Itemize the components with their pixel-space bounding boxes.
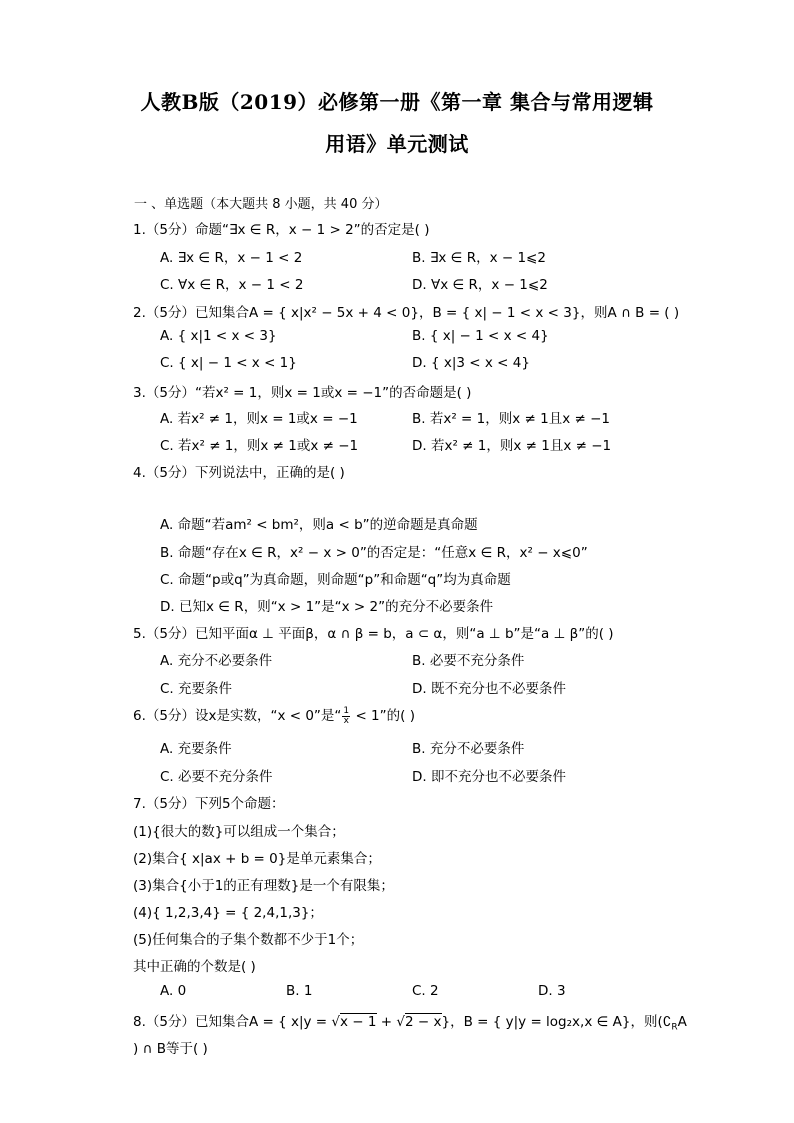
q1-stem: 1.（5分）命题“∃x ∈ R，x − 1 > 2”的否定是( ): [133, 222, 430, 238]
q7-statement-5: (5)任何集合的子集个数都不少于1个；: [133, 932, 364, 948]
q8-stem-part-2: }，B = { y|y = log₂x,x ∈ A}，则(∁: [441, 1014, 672, 1030]
q8-radicand-2: 2 − x: [405, 1014, 442, 1030]
q6-option-b: B. 充分不必要条件: [412, 741, 525, 757]
q6-option-c: C. 必要不充分条件: [160, 769, 273, 785]
sqrt-symbol-icon: √: [396, 1014, 406, 1030]
q4-option-b: B. 命题“存在x ∈ R，x² − x > 0”的否定是：“任意x ∈ R，x² − x⩽0”: [160, 545, 588, 561]
q8-stem-part-1: 8.（5分）已知集合A = { x|y =: [133, 1014, 332, 1030]
q8-radicand-1: x − 1: [340, 1014, 377, 1030]
q6-option-d: D. 即不充分也不必要条件: [412, 769, 566, 785]
q8-plus: +: [376, 1014, 397, 1030]
q8-stem-part-3: A: [677, 1014, 687, 1030]
q6-fraction: [342, 707, 350, 726]
q3-option-b: B. 若x² = 1，则x ≠ 1且x ≠ −1: [412, 411, 610, 427]
q6-stem-part-2: < 1”的( ): [351, 708, 415, 724]
q6-option-a: A. 充要条件: [160, 741, 232, 757]
q1-option-c: C. ∀x ∈ R，x − 1 < 2: [160, 277, 304, 293]
q5-option-b: B. 必要不充分条件: [412, 653, 525, 669]
q2-stem: 2.（5分）已知集合A = { x|x² − 5x + 4 < 0}，B = { x| − 1 < x < 3}，则A ∩ B = ( ): [133, 305, 680, 321]
q7-question: 其中正确的个数是( ): [133, 959, 256, 975]
q2-option-a: A. { x|1 < x < 3}: [160, 328, 277, 344]
q6-stem-part-1: 6.（5分）设x是实数，“x < 0”是“: [133, 708, 342, 724]
q4-option-a: A. 命题“若am² < bm²，则a < b”的逆命题是真命题: [160, 517, 478, 533]
q7-option-b: B. 1: [286, 983, 313, 999]
q5-option-c: C. 充要条件: [160, 681, 233, 697]
q2-option-b: B. { x| − 1 < x < 4}: [412, 328, 549, 344]
q3-option-c: C. 若x² ≠ 1，则x ≠ 1或x ≠ −1: [160, 438, 359, 454]
q3-option-a: A. 若x² ≠ 1，则x = 1或x = −1: [160, 411, 358, 427]
q5-option-a: A. 充分不必要条件: [160, 653, 273, 669]
q6-stem: [133, 704, 415, 726]
section-heading: 一 、单选题（本大题共 8 小题，共 40 分）: [134, 197, 388, 212]
q1-option-b: B. ∃x ∈ R，x − 1⩽2: [412, 250, 546, 266]
q7-option-c: C. 2: [412, 983, 439, 999]
q8-stem: [133, 1010, 687, 1033]
sqrt-symbol-icon: √: [331, 1014, 341, 1030]
q4-stem: 4.（5分）下列说法中，正确的是( ): [133, 465, 345, 481]
q7-stem: 7.（5分）下列5个命题：: [133, 796, 285, 812]
q3-stem: 3.（5分）“若x² = 1，则x = 1或x = −1”的否命题是( ): [133, 385, 472, 401]
q4-option-d: D. 已知x ∈ R，则“x > 1”是“x > 2”的充分不必要条件: [160, 599, 494, 615]
q8-sqrt-2: [396, 1013, 441, 1030]
q5-option-d: D. 既不充分也不必要条件: [412, 681, 566, 697]
q7-option-d: D. 3: [538, 983, 566, 999]
q7-statement-2: (2)集合{ x|ax + b = 0}是单元素集合；: [133, 851, 381, 867]
q6-fraction-denominator: x: [343, 715, 349, 726]
q7-statement-4: (4){ 1,2,3,4} = { 2,4,1,3}；: [133, 905, 323, 921]
q2-option-c: C. { x| − 1 < x < 1}: [160, 355, 297, 371]
q2-option-d: D. { x|3 < x < 4}: [412, 355, 530, 371]
q3-option-d: D. 若x² ≠ 1，则x ≠ 1且x ≠ −1: [412, 438, 612, 454]
q4-option-c: C. 命题“p或q”为真命题，则命题“p”和命题“q”均为真命题: [160, 572, 511, 588]
q7-statement-1: (1){很大的数}可以组成一个集合；: [133, 824, 345, 840]
q8-sqrt-1: [331, 1013, 376, 1030]
q5-stem: 5.（5分）已知平面α ⊥ 平面β，α ∩ β = b，a ⊂ α，则“a ⊥ b”是“a ⊥ β”的( ): [133, 626, 614, 642]
q1-option-a: A. ∃x ∈ R，x − 1 < 2: [160, 250, 303, 266]
q7-statement-3: (3)集合{小于1的正有理数}是一个有限集；: [133, 878, 394, 894]
q8-complement-subscript: R: [671, 1022, 678, 1033]
q1-option-d: D. ∀x ∈ R，x − 1⩽2: [412, 277, 548, 293]
q7-option-a: A. 0: [160, 983, 187, 999]
q8-stem-line-2: ) ∩ B等于( ): [133, 1041, 208, 1057]
page-title-line-2: 用语》单元测试: [325, 132, 469, 156]
q6-fraction-numerator: 1: [343, 705, 350, 716]
page-title-line-1: 人教B版（2019）必修第一册《第一章 集合与常用逻辑: [140, 90, 654, 114]
